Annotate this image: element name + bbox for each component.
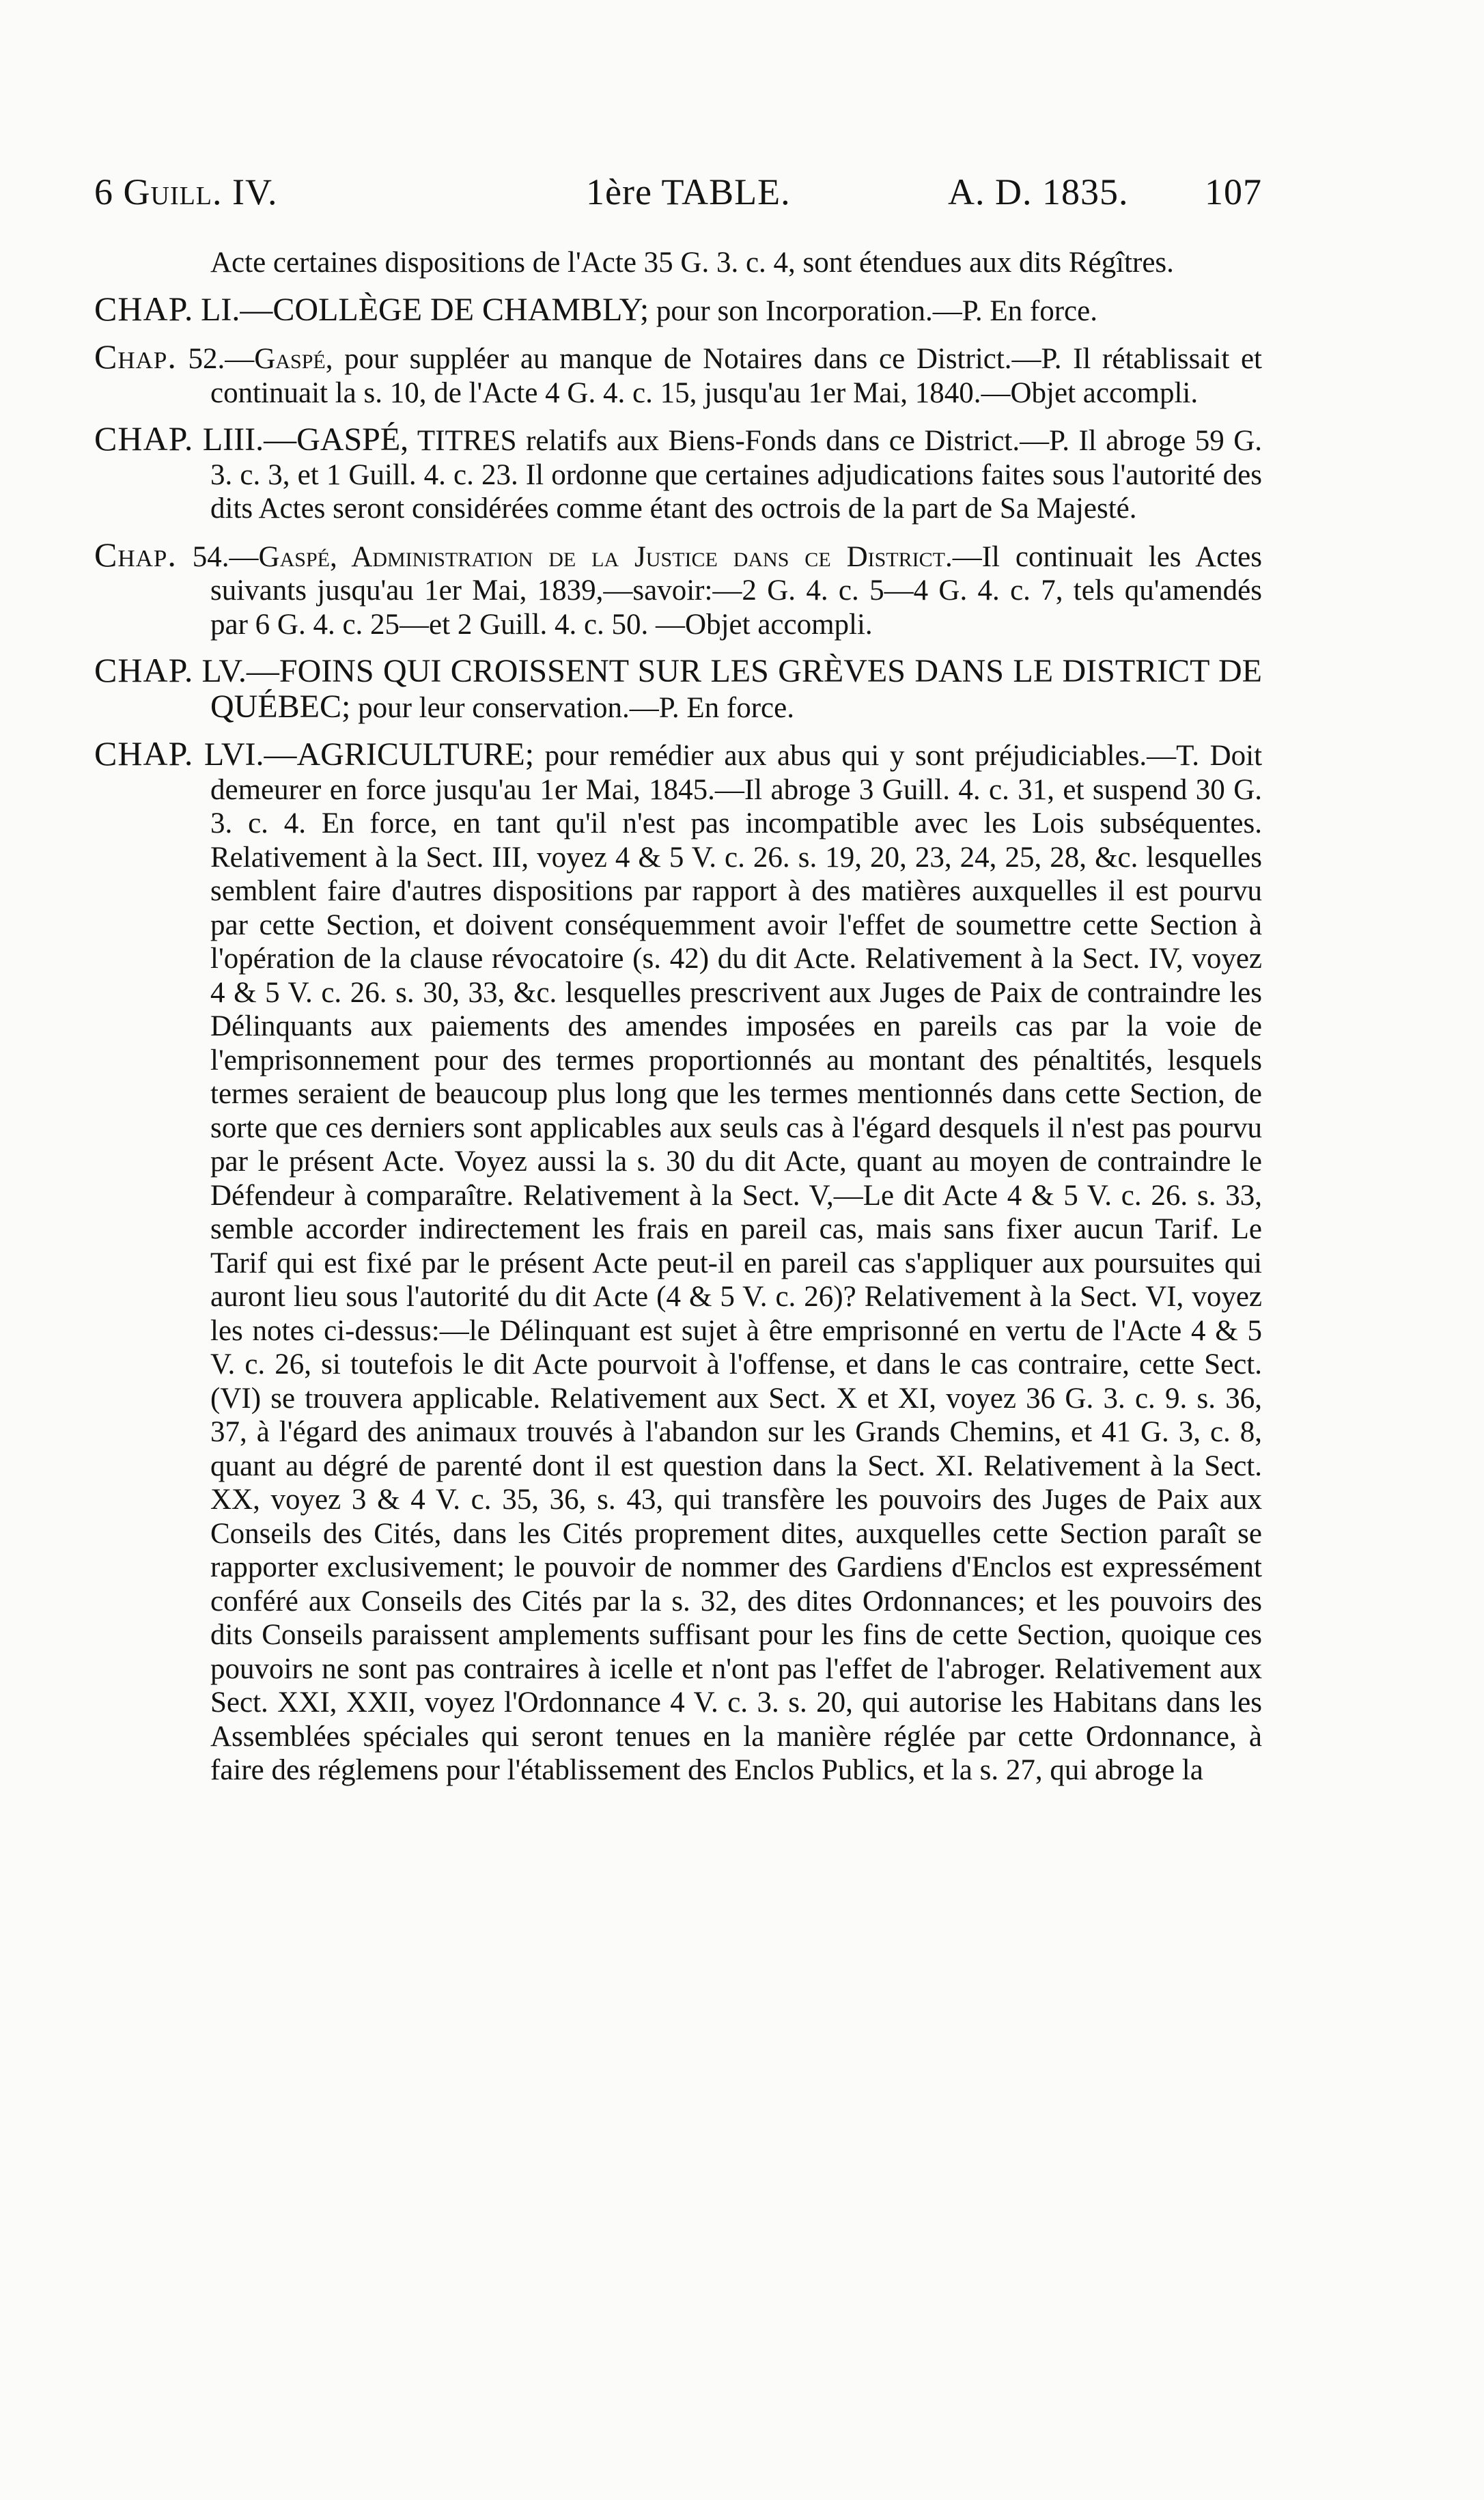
chapter-entry-lv xyxy=(94,651,1263,725)
chapter-entry-li xyxy=(94,289,1262,329)
chapter-label: Chap. xyxy=(94,337,177,376)
chapter-label: CHAP. xyxy=(94,419,194,458)
page-number: 107 xyxy=(1205,171,1262,212)
chapter-entry-52 xyxy=(94,337,1263,410)
chapter-entry-54 xyxy=(94,535,1262,642)
chapter-title: LIII.—GASPÉ, xyxy=(202,421,409,458)
header-year: A. D. 1835. xyxy=(948,171,1129,212)
chapter-title: LI.—COLLÈGE DE CHAMBLY; xyxy=(201,291,649,328)
entry-text: TITRES relatifs aux Biens-Fonds dans ce District.—P. Il abroge 59 G. 3. c. 3, et 1 Guill. 4. c. 23. Il ordonne que certaines adjudications faites sous l'autorité des dits Actes seront considérées comme étant des octrois de la part de Sa Majesté. xyxy=(210,425,1263,525)
entry-text: pour son Incorporation.—P. En force. xyxy=(649,294,1097,327)
chapter-entry-lvi xyxy=(94,734,1263,1788)
running-header xyxy=(94,171,1262,219)
header-table-title: 1ère TABLE. xyxy=(586,171,791,212)
chapter-label: CHAP. xyxy=(94,651,194,689)
entry-text: pour leur conservation.—P. En force. xyxy=(350,691,794,724)
document-body xyxy=(94,246,1262,1788)
chapter-entry-liii xyxy=(94,419,1263,526)
chapter-title: 54.—Gaspé, Administration de la Justice dans ce District. xyxy=(192,540,953,573)
entry-text: pour remédier aux abus qui y sont préjudiciables.—T. Doit demeurer en force jusqu'au 1er Mai, 1845.—Il abroge 3 Guill. 4. c. 31, et suspend 30 G. 3. c. 4. En force, en tant qu'il n'est pas incompatible avec les Lois subséquentes. Relativement à la Sect. III, voyez 4 & 5 V. c. 26. s. 19, 20, 23, 24, 25, 28, &c. lesquelles semblent faire d'autres dispositions par rapport à des matières auxquelles il est pourvu par cette Section, et doivent conséquemment avoir l'effet de soumettre cette Section à l'opération de la clause révocatoire (s. 42) du dit Acte. Relativement à la Sect. IV, voyez 4 & 5 V. c. 26. s. 30, 33, &c. lesquelles prescrivent aux Juges de Paix de contraindre les Délinquants aux paiements des amendes imposées en pareils cas par la voie de l'emprisonnement pour des termes proportionnés au montant des pénaltités, lesquels termes seraient de beaucoup plus long que les termes mentionnés dans cette Section, de sorte que ces derniers sont applicables aux seuls cas à l'égard desquels il n'est pas pourvu par le présent Acte. Voyez aussi la s. 30 du dit Acte, quant au moyen de contraindre le Défendeur à comparaître. Relativement à la Sect. V,—Le dit Acte 4 & 5 V. c. 26. s. 33, semble accorder indirectement les frais en pareil cas, mais sans fixer aucun Tarif. Le Tarif qui est fixé par le présent Acte peut-il en pareil cas s'appliquer aux poursuites qui auront lieu sous l'autorité du dit Acte (4 & 5 V. c. 26)? Relativement à la Sect. VI, voyez les notes ci-dessus:—le Délinquant est sujet à être emprisonné en vertu de l'Acte 4 & 5 V. c. 26, si toutefois le dit Acte pourvoit à l'offense, et dans le cas contraire, cette Sect. (VI) se trouvera applicable. Relativement aux Sect. X et XI, voyez 36 G. 3. c. 9. s. 36, 37, à l'égard des animaux trouvés à l'abandon sur les Grands Chemins, et 41 G. 3, c. 8, quant au dégré de parenté dont il est question dans la Sect. XI. Relativement à la Sect. XX, voyez 3 & 4 V. c. 35, 36, s. 43, qui transfère les pouvoirs des Juges de Paix aux Conseils des Cités, dans les Cités proprement dites, auxquelles cette Section paraît se rapporter exclusivement; le pouvoir de nommer des Gardiens d'Enclos est expressément conféré aux Conseils des Cités par la s. 32, des dites Ordonnances; et les pouvoirs des dits Conseils paraissent amplements suffisant pour les fins de cette Section, quoique ces pouvoirs ne sont pas contraires à icelle et n'ont pas l'effet de l'abroger. Relativement aux Sect. XXI, XXII, voyez l'Ordonnance 4 V. c. 3. s. 20, qui autorise les Habitans dans les Assemblées spéciales qui seront tenues en la manière réglée par cette Ordonnance, à faire des réglemens pour l'établissement des Enclos Publics, et la s. 27, qui abroge la xyxy=(210,740,1263,1786)
header-regnal-year: 6 Guill. IV. xyxy=(94,171,278,212)
entry-text: —Il continuait les Actes suivants jusqu'au 1er Mai, 1839,—savoir:—2 G. 4. c. 5—4 G. 4. c. 7, tels qu'amendés par 6 G. 4. c. 25—et 2 Guill. 4. c. 50. —Objet accompli. xyxy=(210,540,1262,641)
chapter-label: CHAP. xyxy=(94,734,194,773)
chapter-title: LVI.—AGRICULTURE; xyxy=(204,736,535,773)
chapter-title: LV.—FOINS QUI CROISSENT SUR LES GRÈVES DANS LE DISTRICT DE QUÉBEC; xyxy=(201,653,1263,725)
chapter-label: Chap. xyxy=(94,535,177,574)
continuation-paragraph xyxy=(94,246,1262,280)
entry-text: Acte certaines dispositions de l'Acte 35 G. 3. c. 4, sont étendues aux dits Régîtres. xyxy=(210,247,1174,279)
chapter-title: 52.—Gaspé, xyxy=(188,343,333,375)
entry-text: pour suppléer au manque de Notaires dans ce District.—P. Il rétablissait et continuait la s. 10, de l'Acte 4 G. 4. c. 15, jusqu'au 1er Mai, 1840.—Objet accompli. xyxy=(210,343,1263,409)
chapter-label: CHAP. xyxy=(94,289,194,328)
